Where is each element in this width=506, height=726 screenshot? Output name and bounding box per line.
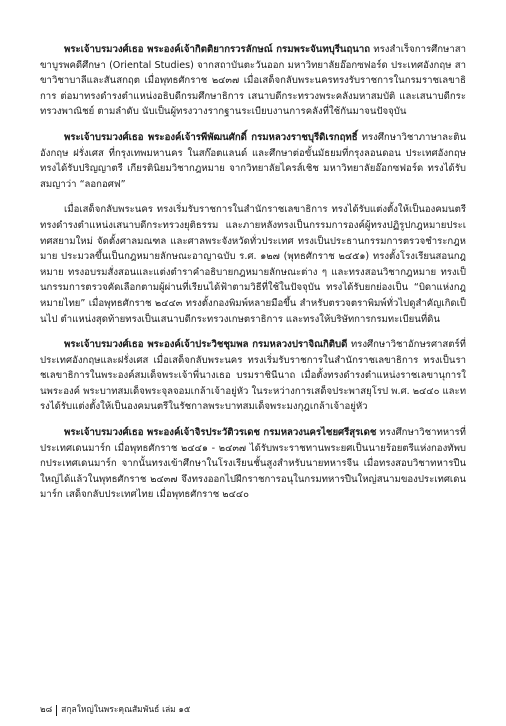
- publication-title: สกุลใหญ่ในพระคุณสัมพันธ์ เล่ม ๑๕: [61, 705, 191, 715]
- paragraph-prachin: [40, 337, 466, 415]
- paragraph-body: เมื่อเสด็จกลับพระนคร ทรงเริ่มรับราชการในสำนักราชเลขาธิการ ทรงได้รับแต่งตั้งให้เป็นองคมนตรี ทรงดำรงตำแหน่งเสนาบดีกระทรวงยุติธรรม และภายหลังทรงเป็นกรรมการองค์ผู้ทรงปฏิรูปกฎหมายประเทศสยามใหม่ จัดตั้งศาลมณฑล และศาลพระจังหวัดทั่วประเทศ ทรงเป็นประธานกรรมการตรวจชำระกฎหมาย ประมวลขึ้นเป็นกฎหมายลักษณะอาญาฉบับ ร.ศ. ๑๒๗ (พุทธศักราช ๒๔๕๑) ทรงตั้งโรงเรียนสอนกฎหมาย ทรงอบรมสั่งสอนและแต่งตำราคำอธิบายกฎหมายลักษณะต่าง ๆ และทรงสอนวิชากฎหมาย ทรงเป็นกรรมการตรวจคัดเลือกตามผู้ผ่านที่เรียนได้ฟ้าตามวิธีที่ใช้ในปัจจุบัน ทรงได้รับยกย่องเป็น “บิดาแห่งกฎหมายไทย” เมื่อพุทธศักราช ๒๔๔๓ ทรงตั้งกองพิมพ์หลายมือขึ้น สำหรับตรวจตราพิมพ์ทั่วไปดูสำคัญเกิดเป็นไป ตำแหน่งสุดท้ายทรงเป็นเสนาบดีกระทรวงเกษตราธิการ และทรงให้บริษัทการกรมทะเบียนที่ดิน: [40, 204, 466, 325]
- paragraph-body: ทรงศึกษาวิชาทหารที่ประเทศเดนมาร์ก เมื่อพุทธศักราช ๒๔๔๑ - ๒๔๓๗ ได้รับพระราชทานพระยศเป็นนายร้อยตรีแห่งกองทัพบกประเทศเดนมาร์ก จากนั้นทรงเข้าศึกษาในโรงเรียนชั้นสูงสำหรับนายทหารจีน เมื่อทรงสอบวิชาทหารปืนใหญ่ได้แล้วในพุทธศักราช ๒๔๓๗ จึงทรงออกไปฝึกราชการอนุในกรมทหารปืนใหญ่สนามของประเทศเดนมาร์ก เสด็จกลับประเทศไทย เมื่อพุทธศักราช ๒๔๔๐: [40, 427, 466, 501]
- paragraph-heading: พระเจ้าบรมวงศ์เธอ พระองค์เจ้ากิตติยากรวรลักษณ์ กรมพระจันทบุรีนฤนาถ: [64, 44, 371, 55]
- paragraph-body: ทรงศึกษาวิชาภาษาละติน อังกฤษ ฝรั่งเศส ที่กรุงเทพมหานคร ในสก๊อตแลนด์ และศึกษาต่อขั้นมัธยมที่กรุงลอนดอน ประเทศอังกฤษ ทรงได้รับปริญญาตรี เกียรตินิยมวิชากฎหมาย จากวิทยาลัยไครส์เชิช มหาวิทยาลัยอ๊อกซฟอร์ด ทรงได้รับสมญาว่า “ลอกอศฟ”: [40, 131, 466, 190]
- paragraph-kitiyakara: [40, 42, 466, 120]
- page-footer: [40, 704, 190, 716]
- page-number: ๒๘: [40, 705, 53, 715]
- paragraph-heading: พระเจ้าบรมวงศ์เธอ พระองค์เจ้าประวิชชุมพล กรมหลวงปราจิณกิติบดี: [64, 339, 348, 351]
- paragraph-rabi: [40, 130, 466, 192]
- paragraph-rabi-career: [40, 202, 466, 327]
- paragraph-body: ทรงสำเร็จการศึกษาสาขาบูรพคดีศึกษา (Oriental Studies) จากสถาบันตะวันออก มหาวิทยาลัยอ๊อกซฟอร์ด ประเทศอังกฤษ สาขาวิชาบาลีและสันสกฤต เมื่อพุทธศักราช ๒๔๓๗ เมื่อเสด็จกลับพระนครทรงรับราชการในกรมราชเลขาธิการ ต่อมาทรงดำรงตำแหน่งอธิบดีกรมศึกษาธิการ เสนาบดีกระทรวงพระคลังมหาสมบัติ และเสนาบดีกระทรวงพาณิชย์ ตามลำดับ นับเป็นผู้ทรงวางรากฐานระเบียบงานการคลังที่ใช้กันมาจนปัจจุบัน: [40, 44, 466, 118]
- paragraph-heading: พระเจ้าบรมวงศ์เธอ พระองค์เจ้ารพีพัฒนศักดิ์ กรมหลวงราชบุรีดิเรกฤทธิ์: [64, 131, 358, 143]
- paragraph-body: ทรงศึกษาวิชาอักษรศาสตร์ที่ประเทศอังกฤษและฝรั่งเศส เมื่อเสด็จกลับพระนคร ทรงเริ่มรับราชการในสำนักราชเลขาธิการ ทรงเป็นราชเลขาธิการในพระองค์สมเด็จพระเจ้าพี่นางเธอ บรมราชินีนาถ เมื่อตั้งทรงดำรงตำแหน่งราชเลขานุการในพระองค์ พระบาทสมเด็จพระจุลจอมเกล้าเจ้าอยู่หัว ในระหว่างการเสด็จประพาสยุโรป พ.ศ. ๒๔๔๐ และทรงได้รับแต่งตั้งให้เป็นองคมนตรีในรัชกาลพระบาทสมเด็จพระมงกุฎเกล้าเจ้าอยู่หัว: [40, 339, 467, 413]
- paragraph-heading: พระเจ้าบรมวงศ์เธอ พระองค์เจ้าจิรประวัติวรเดช กรมหลวงนครไชยศรีสุรเดช: [64, 427, 377, 439]
- footer-divider: [56, 705, 57, 716]
- paragraph-chira: [40, 425, 466, 503]
